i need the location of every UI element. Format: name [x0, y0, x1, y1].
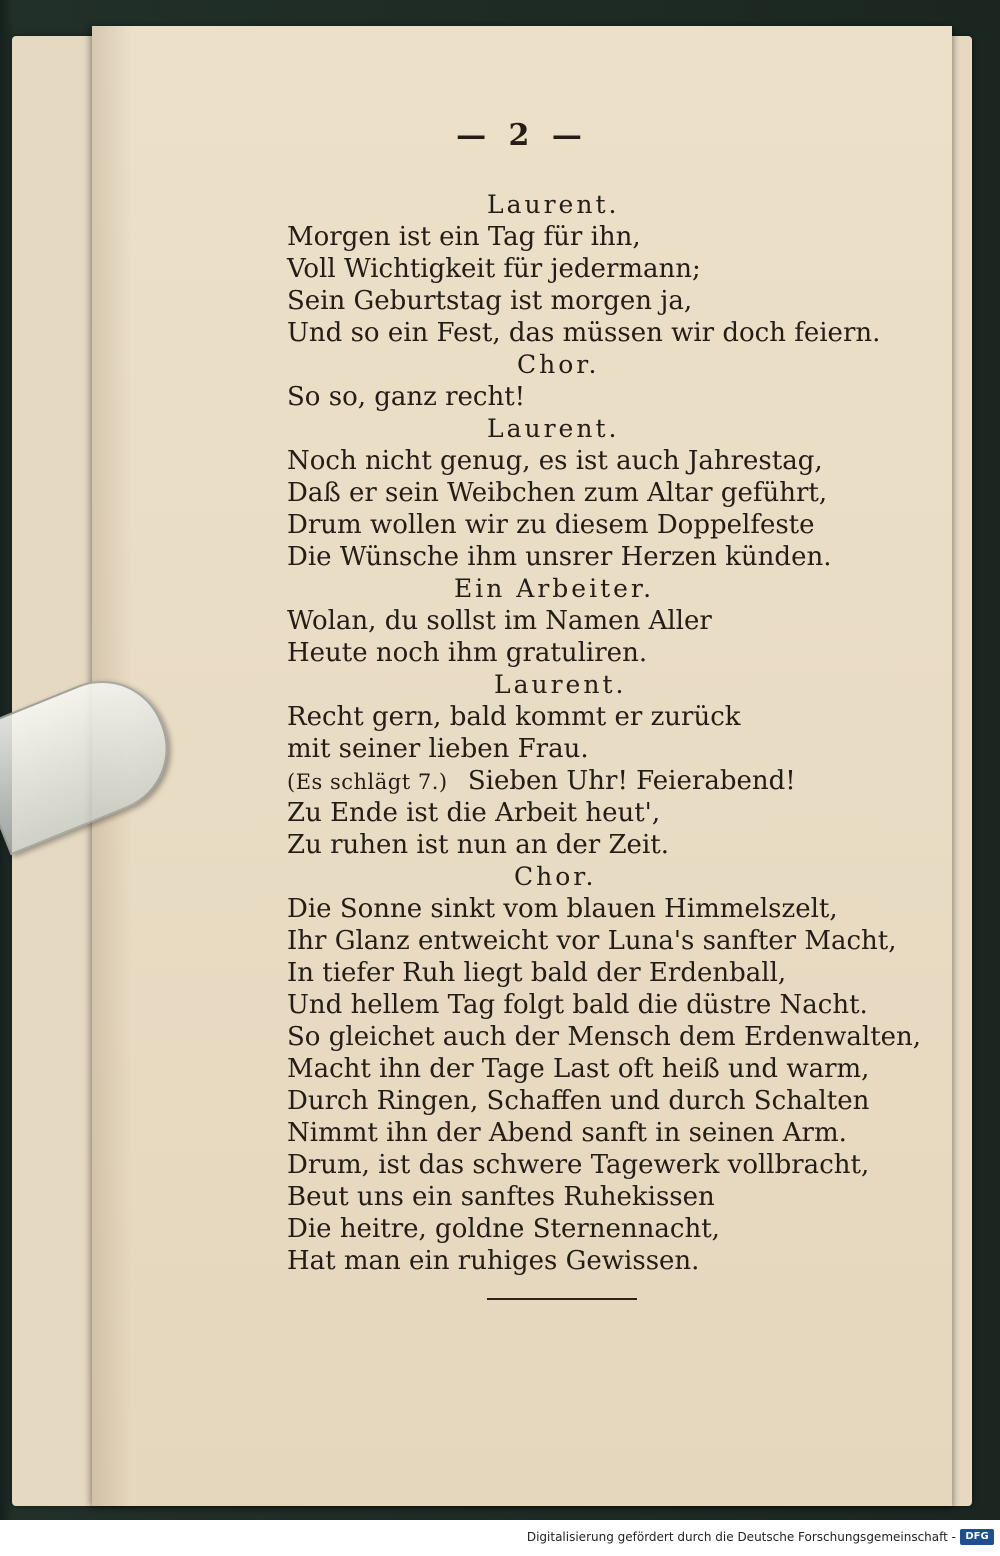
- verse-line: In tiefer Ruh liegt bald der Erdenball,: [287, 958, 787, 988]
- verse-line: Ihr Glanz entweicht vor Luna's sanfter Macht,: [287, 926, 897, 956]
- verse-line: Drum wollen wir zu diesem Doppelfeste: [287, 510, 815, 540]
- footer-credit: Digitalisierung gefördert durch die Deutsche Forschungsgemeinschaft -: [526, 1530, 956, 1544]
- speaker-label: Chor.: [514, 862, 597, 891]
- stage-line: [287, 765, 796, 798]
- footer-bar: [0, 1520, 1000, 1556]
- verse-line: Wolan, du sollst im Namen Aller: [287, 606, 712, 636]
- verse-line: Die Wünsche ihm unsrer Herzen künden.: [287, 542, 832, 572]
- stage-line-text: Sieben Uhr! Feierabend!: [467, 766, 796, 796]
- end-rule: [487, 1298, 637, 1300]
- verse-line: Heute noch ihm gratuliren.: [287, 638, 648, 668]
- verse-line: Hat man ein ruhiges Gewissen.: [287, 1246, 700, 1276]
- verse-line: So gleichet auch der Mensch dem Erdenwalten,: [287, 1022, 922, 1052]
- verse-line: Durch Ringen, Schaffen und durch Schalten: [287, 1086, 870, 1116]
- verse-line: Voll Wichtigkeit für jedermann;: [287, 254, 701, 284]
- verse-line: Zu ruhen ist nun an der Zeit.: [287, 830, 669, 860]
- verse-line: Und so ein Fest, das müssen wir doch feiern.: [287, 318, 881, 348]
- verse-line: mit seiner lieben Frau.: [287, 734, 589, 764]
- verse-line: Morgen ist ein Tag für ihn,: [287, 222, 641, 252]
- speaker-label: Laurent.: [487, 414, 620, 443]
- verse-line: Nimmt ihn der Abend sanft in seinen Arm.: [287, 1118, 847, 1148]
- verse-line: Zu Ende ist die Arbeit heut',: [287, 798, 661, 828]
- verse-line: Die Sonne sinkt vom blauen Himmelszelt,: [287, 894, 838, 924]
- verse-line: Beut uns ein sanftes Ruhekissen: [287, 1182, 715, 1212]
- speaker-label: Ein Arbeiter.: [454, 574, 655, 603]
- verse-line: Sein Geburtstag ist morgen ja,: [287, 286, 693, 316]
- verse-line: Drum, ist das schwere Tagewerk vollbracht,: [287, 1150, 870, 1180]
- speaker-label: Laurent.: [494, 670, 627, 699]
- speaker-label: Chor.: [517, 350, 600, 379]
- verse-line: Noch nicht genug, es ist auch Jahrestag,: [287, 446, 823, 476]
- page-text: [92, 26, 952, 1506]
- verse-line: Die heitre, goldne Sternennacht,: [287, 1214, 720, 1244]
- verse-line: Macht ihn der Tage Last oft heiß und warm,: [287, 1054, 870, 1084]
- verse-line: Und hellem Tag folgt bald die düstre Nacht.: [287, 990, 868, 1020]
- stage-direction: (Es schlägt 7.): [287, 770, 448, 794]
- page-number: — 2 —: [456, 118, 588, 153]
- book-page: [92, 26, 952, 1506]
- speaker-label: Laurent.: [487, 190, 620, 219]
- dfg-logo-icon: DFG: [960, 1529, 994, 1545]
- verse-line: Recht gern, bald kommt er zurück: [287, 702, 741, 732]
- verse-line: So so, ganz recht!: [287, 382, 526, 412]
- verse-line: Daß er sein Weibchen zum Altar geführt,: [287, 478, 828, 508]
